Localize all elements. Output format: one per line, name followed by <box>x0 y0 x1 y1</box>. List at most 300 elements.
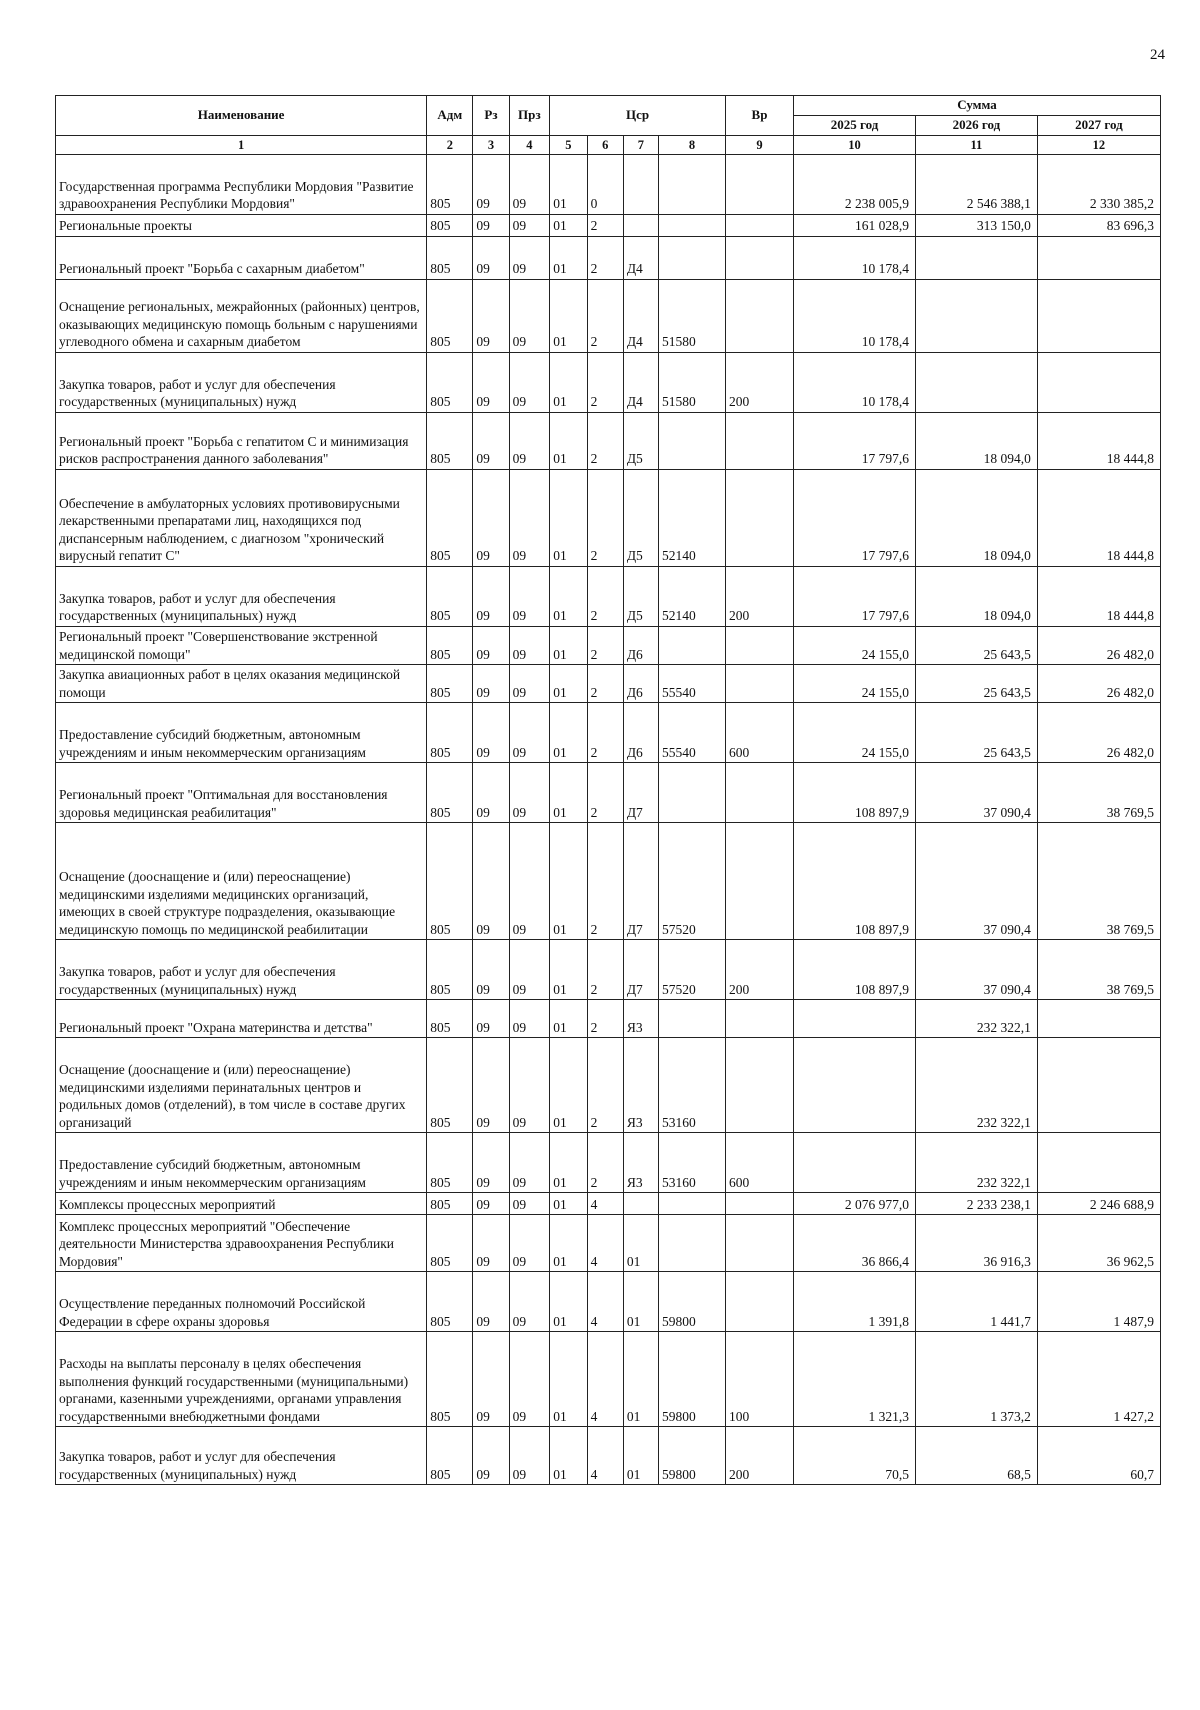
row-sum-2025 <box>794 1000 916 1038</box>
row-csr-direction <box>658 1000 725 1038</box>
row-rz: 09 <box>473 1000 509 1038</box>
row-csr-program: 01 <box>550 627 587 665</box>
table-row <box>56 280 1161 353</box>
row-sum-2027: 18 444,8 <box>1037 413 1160 470</box>
row-sum-2026: 2 546 388,1 <box>915 155 1037 215</box>
row-name: Региональный проект "Борьба с сахарным диабетом" <box>56 237 427 280</box>
row-prz: 09 <box>509 1193 550 1215</box>
row-sum-2025: 24 155,0 <box>794 703 916 763</box>
header-year-2026: 2026 год <box>915 115 1037 135</box>
row-rz: 09 <box>473 1133 509 1193</box>
row-prz: 09 <box>509 1332 550 1427</box>
row-vr <box>725 627 793 665</box>
row-csr-program: 01 <box>550 1133 587 1193</box>
row-vr <box>725 237 793 280</box>
row-prz: 09 <box>509 1427 550 1485</box>
row-name: Закупка товаров, работ и услуг для обеспечения государственных (муниципальных) нужд <box>56 353 427 413</box>
row-csr-project: Д4 <box>623 237 658 280</box>
row-csr-program: 01 <box>550 665 587 703</box>
row-csr-program: 01 <box>550 215 587 237</box>
row-csr-direction <box>658 1193 725 1215</box>
row-sum-2026: 68,5 <box>915 1427 1037 1485</box>
table-row <box>56 1000 1161 1038</box>
row-prz: 09 <box>509 703 550 763</box>
row-csr-type: 4 <box>587 1332 623 1427</box>
row-vr: 100 <box>725 1332 793 1427</box>
row-sum-2026: 1 373,2 <box>915 1332 1037 1427</box>
row-adm: 805 <box>427 353 473 413</box>
column-number: 7 <box>623 135 658 154</box>
row-sum-2026: 1 441,7 <box>915 1272 1037 1332</box>
row-prz: 09 <box>509 1133 550 1193</box>
row-sum-2026: 313 150,0 <box>915 215 1037 237</box>
table-row <box>56 763 1161 823</box>
row-sum-2025: 10 178,4 <box>794 237 916 280</box>
row-sum-2027 <box>1037 1000 1160 1038</box>
row-rz: 09 <box>473 1272 509 1332</box>
row-rz: 09 <box>473 353 509 413</box>
row-prz: 09 <box>509 280 550 353</box>
row-csr-program: 01 <box>550 1193 587 1215</box>
row-sum-2027 <box>1037 237 1160 280</box>
row-csr-direction: 52140 <box>658 567 725 627</box>
table-row <box>56 353 1161 413</box>
row-name: Региональный проект "Охрана материнства и детства" <box>56 1000 427 1038</box>
row-csr-type: 4 <box>587 1215 623 1272</box>
row-name: Закупка товаров, работ и услуг для обеспечения государственных (муниципальных) нужд <box>56 940 427 1000</box>
row-rz: 09 <box>473 1215 509 1272</box>
row-prz: 09 <box>509 1000 550 1038</box>
row-adm: 805 <box>427 1332 473 1427</box>
table-row <box>56 627 1161 665</box>
row-sum-2025: 17 797,6 <box>794 413 916 470</box>
row-name: Оснащение (дооснащение и (или) переоснащение) медицинскими изделиями медицинских организаций, имеющих в своей структуре подразделения, оказывающие медицинскую помощь по медицинской реабилитации <box>56 823 427 940</box>
row-sum-2027: 18 444,8 <box>1037 470 1160 567</box>
row-csr-type: 2 <box>587 1038 623 1133</box>
row-csr-type: 2 <box>587 763 623 823</box>
row-sum-2026: 18 094,0 <box>915 413 1037 470</box>
table-row <box>56 703 1161 763</box>
row-name: Оснащение (дооснащение и (или) переоснащение) медицинскими изделиями перинатальных центров и родильных домов (отделений), в том числе в составе других организаций <box>56 1038 427 1133</box>
row-adm: 805 <box>427 1000 473 1038</box>
row-name: Государственная программа Республики Мордовия "Развитие здравоохранения Республики Мордовия" <box>56 155 427 215</box>
row-rz: 09 <box>473 237 509 280</box>
column-number: 10 <box>794 135 916 154</box>
row-csr-project: Д7 <box>623 940 658 1000</box>
row-vr <box>725 215 793 237</box>
row-csr-direction: 52140 <box>658 470 725 567</box>
row-sum-2025 <box>794 1133 916 1193</box>
header-name: Наименование <box>56 96 427 136</box>
table-row <box>56 1133 1161 1193</box>
row-sum-2027: 38 769,5 <box>1037 763 1160 823</box>
row-sum-2025: 108 897,9 <box>794 823 916 940</box>
row-csr-type: 4 <box>587 1193 623 1215</box>
row-sum-2025: 108 897,9 <box>794 940 916 1000</box>
row-csr-project <box>623 215 658 237</box>
row-vr: 200 <box>725 1427 793 1485</box>
row-name: Предоставление субсидий бюджетным, автономным учреждениям и иным некоммерческим организациям <box>56 703 427 763</box>
row-sum-2027: 2 330 385,2 <box>1037 155 1160 215</box>
row-csr-project: Д5 <box>623 567 658 627</box>
row-adm: 805 <box>427 1215 473 1272</box>
table-row <box>56 413 1161 470</box>
row-vr <box>725 1000 793 1038</box>
row-rz: 09 <box>473 413 509 470</box>
row-vr <box>725 763 793 823</box>
row-vr: 600 <box>725 1133 793 1193</box>
row-csr-type: 2 <box>587 703 623 763</box>
row-sum-2026: 25 643,5 <box>915 627 1037 665</box>
row-prz: 09 <box>509 567 550 627</box>
row-sum-2027 <box>1037 1133 1160 1193</box>
row-csr-program: 01 <box>550 470 587 567</box>
row-rz: 09 <box>473 1332 509 1427</box>
header-vr: Вр <box>725 96 793 136</box>
row-sum-2027: 38 769,5 <box>1037 823 1160 940</box>
row-csr-program: 01 <box>550 280 587 353</box>
row-vr: 200 <box>725 353 793 413</box>
row-sum-2026 <box>915 353 1037 413</box>
row-adm: 805 <box>427 413 473 470</box>
row-prz: 09 <box>509 353 550 413</box>
row-sum-2025: 24 155,0 <box>794 627 916 665</box>
row-csr-type: 2 <box>587 280 623 353</box>
row-rz: 09 <box>473 470 509 567</box>
row-rz: 09 <box>473 155 509 215</box>
row-sum-2025: 1 391,8 <box>794 1272 916 1332</box>
row-adm: 805 <box>427 1133 473 1193</box>
row-prz: 09 <box>509 413 550 470</box>
row-rz: 09 <box>473 567 509 627</box>
row-csr-direction: 59800 <box>658 1272 725 1332</box>
row-csr-project: Д7 <box>623 823 658 940</box>
row-prz: 09 <box>509 1215 550 1272</box>
row-sum-2027: 26 482,0 <box>1037 703 1160 763</box>
row-sum-2026: 232 322,1 <box>915 1000 1037 1038</box>
column-number: 9 <box>725 135 793 154</box>
row-adm: 805 <box>427 155 473 215</box>
column-number: 4 <box>509 135 550 154</box>
column-number-row <box>56 135 1161 154</box>
row-sum-2027: 60,7 <box>1037 1427 1160 1485</box>
header-year-2027: 2027 год <box>1037 115 1160 135</box>
row-csr-type: 2 <box>587 353 623 413</box>
row-vr <box>725 823 793 940</box>
row-adm: 805 <box>427 823 473 940</box>
row-adm: 805 <box>427 940 473 1000</box>
row-csr-type: 2 <box>587 567 623 627</box>
row-csr-project: Я3 <box>623 1000 658 1038</box>
row-adm: 805 <box>427 280 473 353</box>
row-sum-2027 <box>1037 353 1160 413</box>
row-csr-type: 2 <box>587 940 623 1000</box>
row-prz: 09 <box>509 627 550 665</box>
row-adm: 805 <box>427 1427 473 1485</box>
row-prz: 09 <box>509 470 550 567</box>
row-csr-direction <box>658 215 725 237</box>
header-rz: Рз <box>473 96 509 136</box>
row-sum-2026: 18 094,0 <box>915 567 1037 627</box>
header-csr: Цср <box>550 96 726 136</box>
row-sum-2026: 25 643,5 <box>915 665 1037 703</box>
row-name: Комплекс процессных мероприятий "Обеспечение деятельности Министерства здравоохранения Республики Мордовия" <box>56 1215 427 1272</box>
row-csr-program: 01 <box>550 1332 587 1427</box>
row-sum-2025: 161 028,9 <box>794 215 916 237</box>
row-prz: 09 <box>509 237 550 280</box>
row-csr-direction <box>658 763 725 823</box>
table-row <box>56 567 1161 627</box>
table-row <box>56 470 1161 567</box>
row-csr-project: 01 <box>623 1332 658 1427</box>
row-sum-2026 <box>915 237 1037 280</box>
row-rz: 09 <box>473 1427 509 1485</box>
column-number: 12 <box>1037 135 1160 154</box>
row-csr-program: 01 <box>550 1038 587 1133</box>
row-csr-program: 01 <box>550 763 587 823</box>
row-adm: 805 <box>427 763 473 823</box>
row-vr <box>725 155 793 215</box>
row-sum-2027: 26 482,0 <box>1037 627 1160 665</box>
row-adm: 805 <box>427 1272 473 1332</box>
row-csr-type: 4 <box>587 1272 623 1332</box>
row-csr-type: 2 <box>587 1000 623 1038</box>
row-sum-2026: 232 322,1 <box>915 1038 1037 1133</box>
row-sum-2026: 37 090,4 <box>915 763 1037 823</box>
row-csr-direction: 55540 <box>658 665 725 703</box>
row-adm: 805 <box>427 1038 473 1133</box>
table-row <box>56 823 1161 940</box>
row-sum-2026: 37 090,4 <box>915 940 1037 1000</box>
row-vr <box>725 413 793 470</box>
row-adm: 805 <box>427 470 473 567</box>
table-row <box>56 155 1161 215</box>
header-sum: Сумма <box>794 96 1161 116</box>
row-sum-2026: 25 643,5 <box>915 703 1037 763</box>
column-number: 5 <box>550 135 587 154</box>
header-prz: Прз <box>509 96 550 136</box>
row-name: Оснащение региональных, межрайонных (районных) центров, оказывающих медицинскую помощь больным с нарушениями углеводного обмена и сахарным диабетом <box>56 280 427 353</box>
row-sum-2027: 36 962,5 <box>1037 1215 1160 1272</box>
row-vr <box>725 470 793 567</box>
row-name: Предоставление субсидий бюджетным, автономным учреждениям и иным некоммерческим организациям <box>56 1133 427 1193</box>
row-csr-direction: 51580 <box>658 353 725 413</box>
row-csr-direction <box>658 413 725 470</box>
row-rz: 09 <box>473 1038 509 1133</box>
row-csr-type: 2 <box>587 237 623 280</box>
row-rz: 09 <box>473 823 509 940</box>
row-sum-2027: 1 487,9 <box>1037 1272 1160 1332</box>
row-name: Расходы на выплаты персоналу в целях обеспечения выполнения функций государственными (муниципальными) органами, казенными учреждениями, органами управления государственными внебюджетными фондами <box>56 1332 427 1427</box>
row-csr-project: Д7 <box>623 763 658 823</box>
row-prz: 09 <box>509 665 550 703</box>
row-sum-2027 <box>1037 280 1160 353</box>
row-sum-2025 <box>794 1038 916 1133</box>
row-csr-direction: 59800 <box>658 1332 725 1427</box>
row-csr-type: 2 <box>587 470 623 567</box>
row-csr-project: Д4 <box>623 353 658 413</box>
row-sum-2027: 26 482,0 <box>1037 665 1160 703</box>
header-adm: Адм <box>427 96 473 136</box>
row-csr-project: Д6 <box>623 627 658 665</box>
row-csr-program: 01 <box>550 353 587 413</box>
row-csr-project: Д6 <box>623 703 658 763</box>
header-year-2025: 2025 год <box>794 115 916 135</box>
row-csr-program: 01 <box>550 823 587 940</box>
row-csr-type: 2 <box>587 413 623 470</box>
row-prz: 09 <box>509 215 550 237</box>
row-sum-2025: 17 797,6 <box>794 567 916 627</box>
row-sum-2026: 37 090,4 <box>915 823 1037 940</box>
row-vr: 200 <box>725 567 793 627</box>
row-sum-2027: 38 769,5 <box>1037 940 1160 1000</box>
row-name: Региональный проект "Борьба с гепатитом С и минимизация рисков распространения данного заболевания" <box>56 413 427 470</box>
row-prz: 09 <box>509 1272 550 1332</box>
row-csr-project <box>623 1193 658 1215</box>
row-vr <box>725 280 793 353</box>
row-sum-2027 <box>1037 1038 1160 1133</box>
row-csr-program: 01 <box>550 567 587 627</box>
row-csr-project <box>623 155 658 215</box>
row-csr-direction <box>658 237 725 280</box>
row-csr-direction <box>658 627 725 665</box>
row-vr <box>725 1193 793 1215</box>
row-prz: 09 <box>509 823 550 940</box>
row-adm: 805 <box>427 1193 473 1215</box>
row-sum-2025: 24 155,0 <box>794 665 916 703</box>
table-row <box>56 1332 1161 1427</box>
row-name: Региональный проект "Совершенствование экстренной медицинской помощи" <box>56 627 427 665</box>
row-adm: 805 <box>427 703 473 763</box>
row-csr-program: 01 <box>550 1272 587 1332</box>
row-sum-2025: 10 178,4 <box>794 353 916 413</box>
table-row <box>56 1427 1161 1485</box>
table-row <box>56 665 1161 703</box>
row-rz: 09 <box>473 763 509 823</box>
column-number: 2 <box>427 135 473 154</box>
row-prz: 09 <box>509 1038 550 1133</box>
column-number: 11 <box>915 135 1037 154</box>
row-rz: 09 <box>473 1193 509 1215</box>
table-row <box>56 1272 1161 1332</box>
row-csr-project: Д6 <box>623 665 658 703</box>
row-name: Региональные проекты <box>56 215 427 237</box>
row-sum-2025: 108 897,9 <box>794 763 916 823</box>
table-header <box>56 96 1161 155</box>
row-rz: 09 <box>473 940 509 1000</box>
row-csr-project: 01 <box>623 1427 658 1485</box>
row-csr-program: 01 <box>550 1427 587 1485</box>
table-body <box>56 155 1161 1485</box>
table-row <box>56 940 1161 1000</box>
row-sum-2027: 2 246 688,9 <box>1037 1193 1160 1215</box>
row-csr-program: 01 <box>550 413 587 470</box>
row-sum-2026: 2 233 238,1 <box>915 1193 1037 1215</box>
row-csr-type: 2 <box>587 823 623 940</box>
row-csr-project: Д4 <box>623 280 658 353</box>
row-name: Закупка товаров, работ и услуг для обеспечения государственных (муниципальных) нужд <box>56 1427 427 1485</box>
row-name: Осуществление переданных полномочий Российской Федерации в сфере охраны здоровья <box>56 1272 427 1332</box>
row-adm: 805 <box>427 237 473 280</box>
row-sum-2025: 1 321,3 <box>794 1332 916 1427</box>
row-vr <box>725 1038 793 1133</box>
row-csr-type: 0 <box>587 155 623 215</box>
row-sum-2025: 10 178,4 <box>794 280 916 353</box>
row-name: Региональный проект "Оптимальная для восстановления здоровья медицинская реабилитация" <box>56 763 427 823</box>
row-csr-direction: 55540 <box>658 703 725 763</box>
row-rz: 09 <box>473 665 509 703</box>
row-sum-2026: 18 094,0 <box>915 470 1037 567</box>
row-csr-type: 2 <box>587 665 623 703</box>
row-prz: 09 <box>509 155 550 215</box>
budget-table <box>55 95 1161 1485</box>
table-row <box>56 1193 1161 1215</box>
row-csr-direction: 57520 <box>658 940 725 1000</box>
row-csr-project: Д5 <box>623 413 658 470</box>
row-adm: 805 <box>427 215 473 237</box>
table-row <box>56 1215 1161 1272</box>
row-sum-2025: 70,5 <box>794 1427 916 1485</box>
row-name: Комплексы процессных мероприятий <box>56 1193 427 1215</box>
row-csr-program: 01 <box>550 155 587 215</box>
row-rz: 09 <box>473 703 509 763</box>
row-csr-type: 2 <box>587 627 623 665</box>
row-sum-2025: 2 238 005,9 <box>794 155 916 215</box>
row-prz: 09 <box>509 940 550 1000</box>
row-sum-2026: 232 322,1 <box>915 1133 1037 1193</box>
column-number: 1 <box>56 135 427 154</box>
row-vr <box>725 1272 793 1332</box>
row-sum-2027: 18 444,8 <box>1037 567 1160 627</box>
page-number: 24 <box>1150 47 1165 63</box>
column-number: 6 <box>587 135 623 154</box>
row-vr: 600 <box>725 703 793 763</box>
row-csr-program: 01 <box>550 237 587 280</box>
row-csr-type: 2 <box>587 215 623 237</box>
row-vr: 200 <box>725 940 793 1000</box>
row-sum-2027: 1 427,2 <box>1037 1332 1160 1427</box>
row-sum-2026: 36 916,3 <box>915 1215 1037 1272</box>
row-csr-direction: 57520 <box>658 823 725 940</box>
row-vr <box>725 665 793 703</box>
row-csr-direction: 59800 <box>658 1427 725 1485</box>
row-csr-program: 01 <box>550 1000 587 1038</box>
row-csr-project: Д5 <box>623 470 658 567</box>
row-csr-project: Я3 <box>623 1038 658 1133</box>
row-adm: 805 <box>427 567 473 627</box>
row-vr <box>725 1215 793 1272</box>
row-csr-project: 01 <box>623 1215 658 1272</box>
row-rz: 09 <box>473 215 509 237</box>
row-adm: 805 <box>427 627 473 665</box>
column-number: 3 <box>473 135 509 154</box>
row-csr-direction: 53160 <box>658 1133 725 1193</box>
row-csr-direction: 53160 <box>658 1038 725 1133</box>
row-csr-type: 4 <box>587 1427 623 1485</box>
row-csr-direction <box>658 1215 725 1272</box>
column-number: 8 <box>658 135 725 154</box>
table-row <box>56 1038 1161 1133</box>
row-sum-2026 <box>915 280 1037 353</box>
row-csr-program: 01 <box>550 940 587 1000</box>
row-rz: 09 <box>473 280 509 353</box>
row-csr-project: 01 <box>623 1272 658 1332</box>
row-sum-2027: 83 696,3 <box>1037 215 1160 237</box>
row-csr-program: 01 <box>550 1215 587 1272</box>
row-csr-direction <box>658 155 725 215</box>
row-sum-2025: 17 797,6 <box>794 470 916 567</box>
row-name: Обеспечение в амбулаторных условиях противовирусными лекарственными препаратами лиц, находящихся под диспансерным наблюдением, с диагнозом "хронический вирусный гепатит С" <box>56 470 427 567</box>
